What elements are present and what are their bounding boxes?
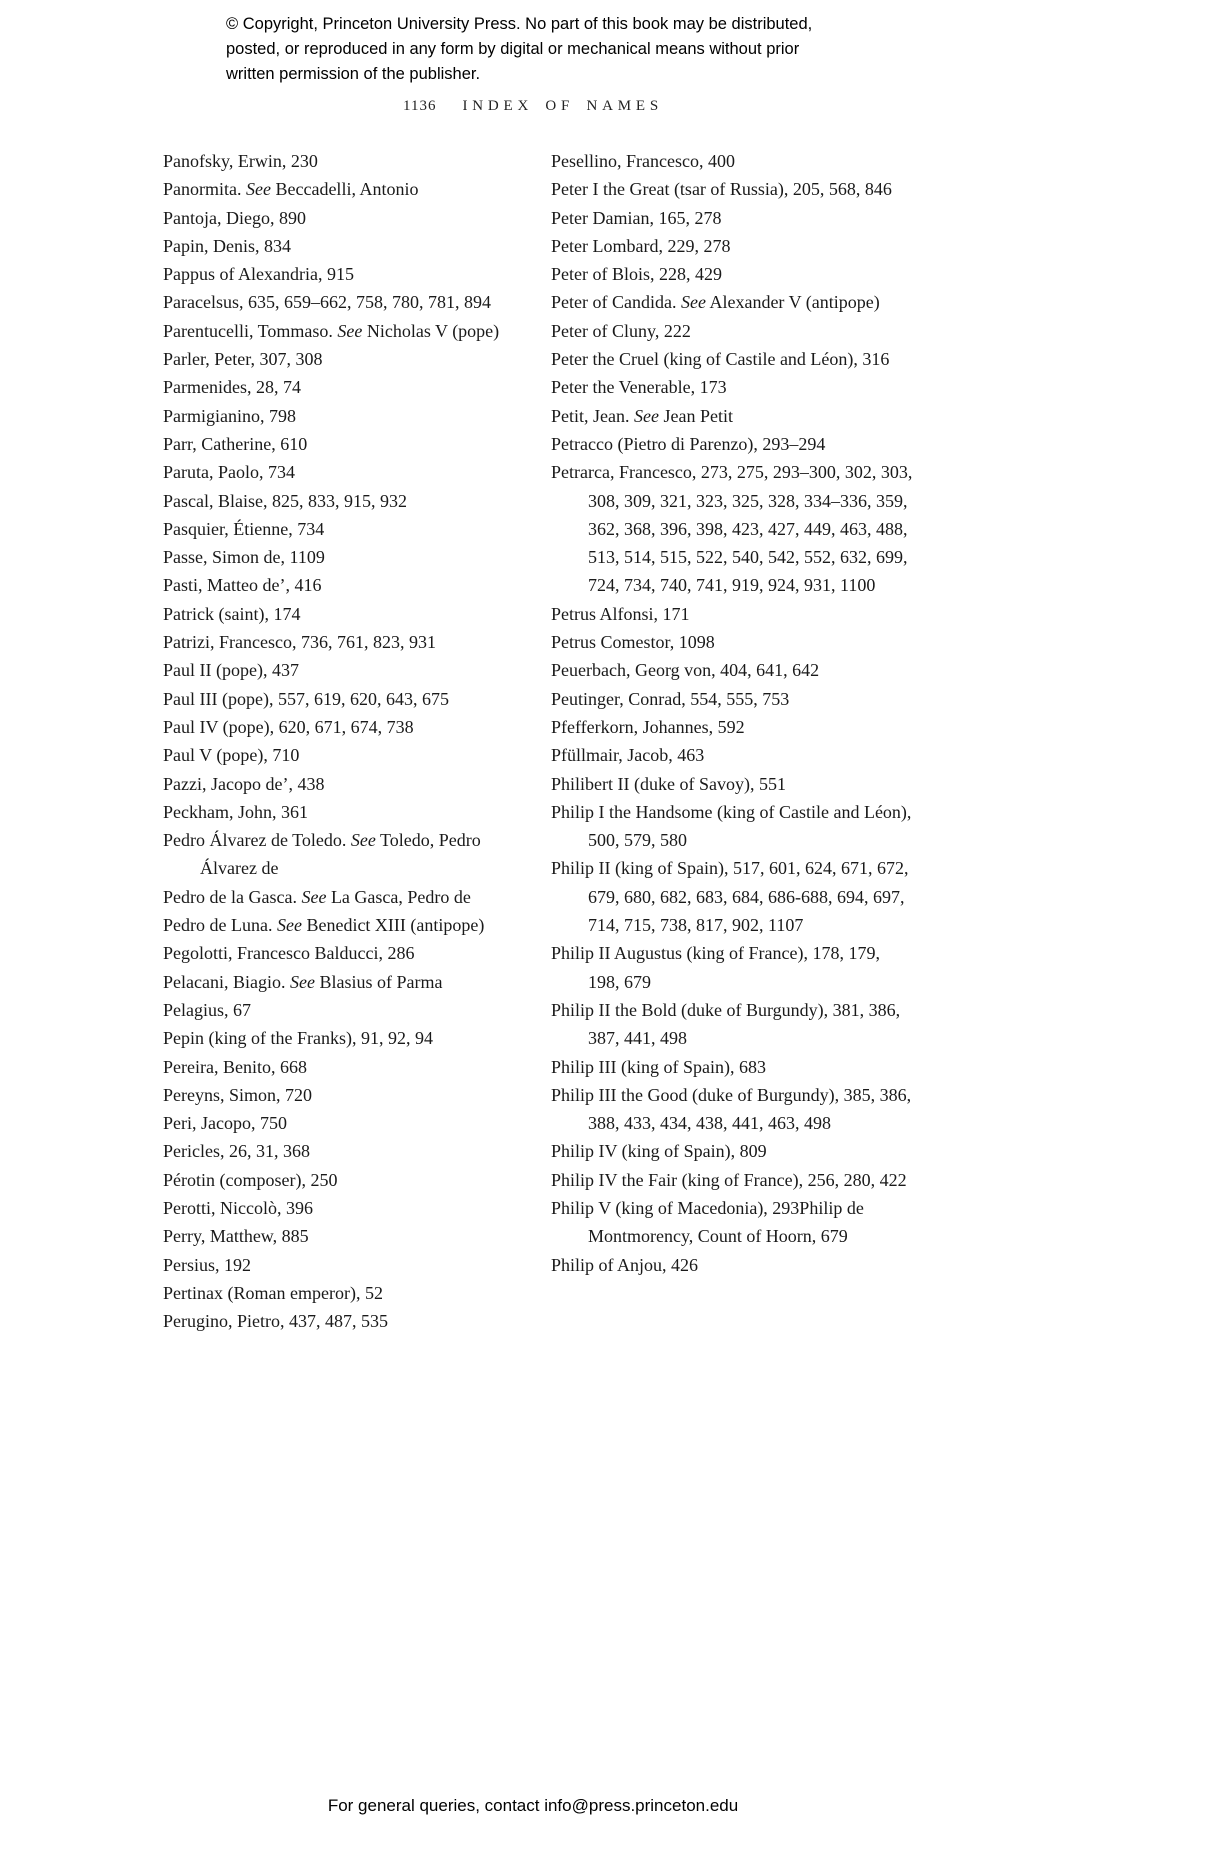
index-entry: Parmenides, 28, 74 xyxy=(163,377,301,398)
index-entry: Perotti, Niccolò, 396 xyxy=(163,1197,313,1218)
copyright-notice: © Copyright, Princeton University Press. No part of this book may be distributed, posted, or reproduced in any form by digital or mechanical means without prior written permission of the publisher. xyxy=(226,15,813,83)
index-entry: Pérotin (composer), 250 xyxy=(163,1169,338,1190)
index-entry: Peter the Venerable, 173 xyxy=(551,377,727,398)
index-entry: Papin, Denis, 834 xyxy=(163,235,291,256)
index-entry: Petracco (Pietro di Parenzo), 293–294 xyxy=(551,433,826,454)
index-entry: Pelagius, 67 xyxy=(163,999,251,1020)
index-entry: Pericles, 26, 31, 368 xyxy=(163,1141,310,1162)
index-entry: Peckham, John, 361 xyxy=(163,801,308,822)
index-entry: Persius, 192 xyxy=(163,1254,252,1275)
index-columns xyxy=(163,147,915,1335)
index-entry: Petit, Jean. See Jean Petit xyxy=(551,405,733,426)
index-entry: Pazzi, Jacopo de’, 438 xyxy=(163,773,325,794)
index-entry: Patrizi, Francesco, 736, 761, 823, 931 xyxy=(163,632,436,653)
footer-contact: For general queries, contact info@press.princeton.edu xyxy=(327,1796,739,1815)
index-entry: Philip II Augustus (king of France), 178, 179, 198, 679 xyxy=(551,943,880,992)
index-entry: Peter of Candida. See Alexander V (antipope) xyxy=(551,292,880,313)
index-entry: Parentucelli, Tommaso. See Nicholas V (pope) xyxy=(163,320,500,341)
index-entry: Philip I the Handsome (king of Castile and Léon), 500, 579, 580 xyxy=(551,801,912,851)
index-entry: Pascal, Blaise, 825, 833, 915, 932 xyxy=(163,490,407,511)
index-entry: Peter I the Great (tsar of Russia), 205, 568, 846 xyxy=(551,179,892,200)
index-entry: Pelacani, Biagio. See Blasius of Parma xyxy=(163,971,443,992)
index-entry: Petrus Comestor, 1098 xyxy=(551,632,715,653)
index-entry: Philip III (king of Spain), 683 xyxy=(551,1056,766,1077)
index-entry: Pepin (king of the Franks), 91, 92, 94 xyxy=(163,1028,433,1049)
index-entry: Peuerbach, Georg von, 404, 641, 642 xyxy=(551,660,820,681)
index-entry: Philip II the Bold (duke of Burgundy), 381, 386, 387, 441, 498 xyxy=(551,999,901,1049)
index-entry: Peter Damian, 165, 278 xyxy=(551,207,722,228)
page-title: INDEX OF NAMES xyxy=(462,98,663,114)
index-column-right xyxy=(551,147,915,1335)
index-entry: Philip II (king of Spain), 517, 601, 624, 671, 672, 679, 680, 682, 683, 684, 686-688, 694, 697, 714, 715, 738, 817, 902, 1107 xyxy=(551,858,909,936)
index-entry: Panormita. See Beccadelli, Antonio xyxy=(163,179,419,200)
index-entry: Paul V (pope), 710 xyxy=(163,745,300,766)
index-column-left xyxy=(163,147,511,1335)
index-entry: Paul IV (pope), 620, 671, 674, 738 xyxy=(163,716,414,737)
index-entry: Peter of Cluny, 222 xyxy=(551,320,691,341)
index-entry: Philip IV (king of Spain), 809 xyxy=(551,1141,767,1162)
index-entry: Pereira, Benito, 668 xyxy=(163,1056,307,1077)
index-entry: Pappus of Alexandria, 915 xyxy=(163,264,354,285)
index-entry: Pedro Álvarez de Toledo. See Toledo, Pedro Álvarez de xyxy=(163,830,481,879)
index-entry: Pesellino, Francesco, 400 xyxy=(551,151,735,171)
index-entry: Perugino, Pietro, 437, 487, 535 xyxy=(163,1311,388,1332)
index-entry: Philibert II (duke of Savoy), 551 xyxy=(551,773,786,794)
index-entry: Peri, Jacopo, 750 xyxy=(163,1113,287,1134)
index-entry: Peutinger, Conrad, 554, 555, 753 xyxy=(551,688,790,709)
index-entry: Patrick (saint), 174 xyxy=(163,603,301,624)
index-entry: Parmigianino, 798 xyxy=(163,405,296,426)
index-entry: Philip of Anjou, 426 xyxy=(551,1254,699,1275)
index-entry: Pedro de la Gasca. See La Gasca, Pedro de xyxy=(163,886,471,907)
page-header xyxy=(163,98,903,115)
index-entry: Peter of Blois, 228, 429 xyxy=(551,264,722,285)
index-entry: Perry, Matthew, 885 xyxy=(163,1226,309,1247)
index-entry: Pedro de Luna. See Benedict XIII (antipope) xyxy=(163,915,485,936)
index-entry: Pasquier, Étienne, 734 xyxy=(163,518,325,539)
index-entry: Panofsky, Erwin, 230 xyxy=(163,151,318,171)
page-number: 1136 xyxy=(403,98,437,114)
index-entry: Paracelsus, 635, 659–662, 758, 780, 781, 894 xyxy=(163,292,491,313)
index-entry: Pegolotti, Francesco Balducci, 286 xyxy=(163,943,415,964)
index-entry: Philip IV the Fair (king of France), 256, 280, 422 xyxy=(551,1169,907,1190)
index-entry: Paul III (pope), 557, 619, 620, 643, 675 xyxy=(163,688,449,709)
index-entry: Petrarca, Francesco, 273, 275, 293–300, 302, 303, 308, 309, 321, 323, 325, 328, 334–336, 359, 362, 368, 396, 398, 423, 427, 449, 463, 488, 513, 514, 515, 522, 540, 542, 552, 632, 699, 724, 734, 740, 741, 919, 924, 931, 1100 xyxy=(551,462,913,596)
index-entry: Pereyns, Simon, 720 xyxy=(163,1084,313,1105)
index-entry: Pertinax (Roman emperor), 52 xyxy=(163,1282,383,1303)
index-entry: Pfefferkorn, Johannes, 592 xyxy=(551,716,745,737)
index-entry: Pasti, Matteo de’, 416 xyxy=(163,575,322,596)
index-entry: Parr, Catherine, 610 xyxy=(163,433,308,454)
index-entry: Parler, Peter, 307, 308 xyxy=(163,349,323,370)
index-entry: Philip V (king of Macedonia), 293Philip de Montmorency, Count of Hoorn, 679 xyxy=(551,1197,864,1247)
index-entry: Pantoja, Diego, 890 xyxy=(163,207,306,228)
index-entry: Peter Lombard, 229, 278 xyxy=(551,235,731,256)
index-entry: Passe, Simon de, 1109 xyxy=(163,547,325,568)
index-entry: Peter the Cruel (king of Castile and Léon), 316 xyxy=(551,349,890,370)
index-entry: Paul II (pope), 437 xyxy=(163,660,299,681)
index-entry: Philip III the Good (duke of Burgundy), 385, 386, 388, 433, 434, 438, 441, 463, 498 xyxy=(551,1084,912,1134)
index-entry: Pfüllmair, Jacob, 463 xyxy=(551,745,705,766)
index-entry: Petrus Alfonsi, 171 xyxy=(551,603,690,624)
index-entry: Paruta, Paolo, 734 xyxy=(163,462,295,483)
